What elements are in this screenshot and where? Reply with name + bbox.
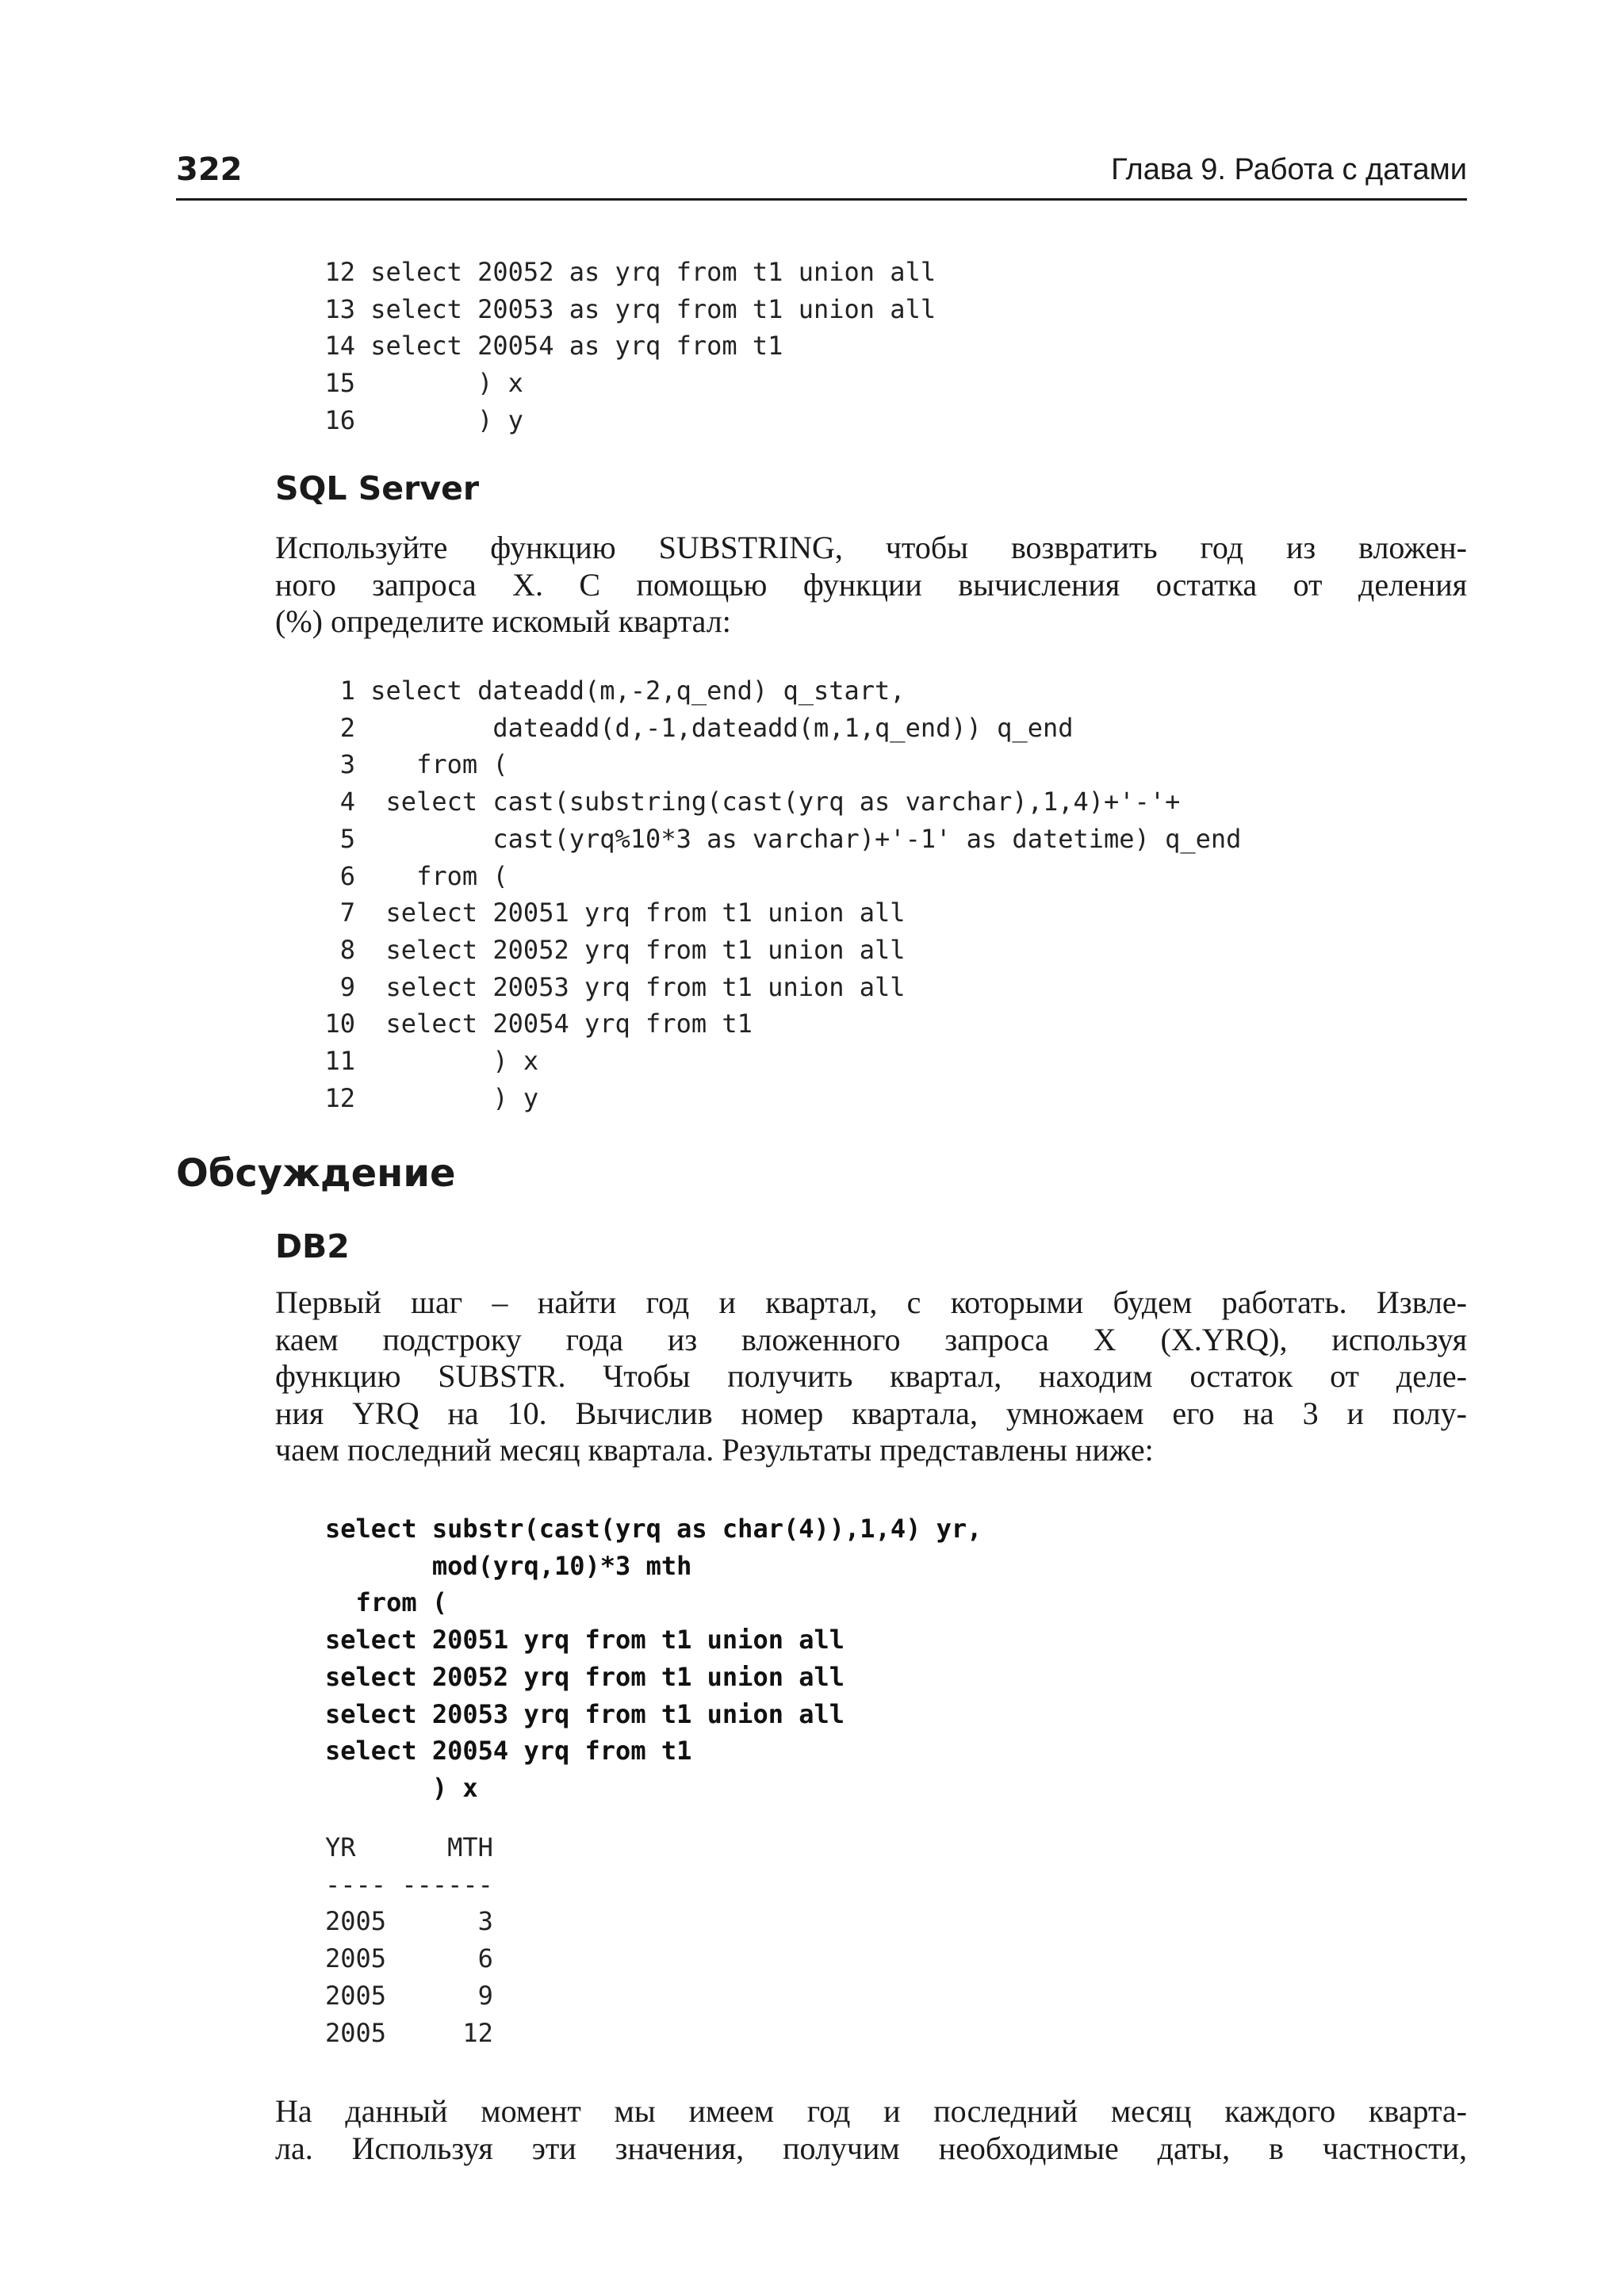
result-row: 2005 12: [325, 2017, 493, 2048]
code-line: 9 select 20053 yrq from t1 union all: [324, 971, 906, 1002]
code-line: select 20052 yrq from t1 union all: [325, 1661, 845, 1692]
code-block-db2-query: [325, 1510, 982, 1807]
paragraph-line: Первый шаг – найти год и квартал, с которыми будем работать. Извле-: [275, 1284, 1467, 1320]
paragraph-line: (%) определите искомый квартал:: [275, 603, 731, 639]
code-line: 16 ) y: [324, 404, 523, 435]
sql-server-paragraph: [275, 530, 1467, 641]
code-line: select 20051 yrq from t1 union all: [325, 1625, 845, 1656]
code-line: 6 from (: [324, 860, 508, 891]
code-line: 12 ) y: [324, 1082, 539, 1113]
code-line: 8 select 20052 yrq from t1 union all: [324, 934, 906, 965]
code-line: 2 dateadd(d,-1,dateadd(m,1,q_end)) q_end: [324, 712, 1074, 743]
section-heading-discussion: Обсуждение: [176, 1151, 456, 1196]
code-line: 1 select dateadd(m,-2,q_end) q_start,: [324, 676, 906, 706]
paragraph-line: Используйте функцию SUBSTRING, чтобы возвратить год из вложен-: [275, 530, 1467, 565]
code-line: ) x: [325, 1772, 478, 1803]
section-heading-db2: DB2: [275, 1227, 350, 1265]
result-divider: ---- ------: [325, 1869, 493, 1900]
code-line: 13 select 20053 as yrq from t1 union all: [324, 293, 936, 324]
paragraph-line: чаем последний месяц квартала. Результаты представлены ниже:: [275, 1432, 1154, 1468]
running-title: Глава 9. Работа с датами: [1111, 153, 1467, 186]
code-line: select 20053 yrq from t1 union all: [325, 1698, 845, 1729]
code-line: 15 ) x: [324, 368, 523, 399]
paragraph-line: каем подстроку года из вложенного запроса X (X.YRQ), используя: [275, 1321, 1467, 1357]
code-line: 14 select 20054 as yrq from t1: [324, 331, 783, 362]
paragraph-line: На данный момент мы имеем год и последний месяц каждого кварта-: [275, 2093, 1467, 2129]
code-line: 12 select 20052 as yrq from t1 union all: [324, 257, 936, 287]
code-line: 7 select 20051 yrq from t1 union all: [324, 898, 906, 928]
paragraph-line: ного запроса X. С помощью функции вычисления остатка от деления: [275, 566, 1467, 603]
code-line: select substr(cast(yrq as char(4)),1,4) yr,: [325, 1514, 982, 1544]
code-line: from (: [325, 1587, 448, 1618]
db2-paragraph: [275, 1284, 1467, 1469]
code-line: 4 select cast(substring(cast(yrq as varchar),1,4)+'-'+: [324, 787, 1181, 817]
page-number: 322: [176, 151, 243, 188]
code-line: 5 cast(yrq%10*3 as varchar)+'-1' as datetime) q_end: [324, 823, 1242, 854]
result-row: 2005 9: [325, 1980, 493, 2011]
code-line: 11 ) x: [324, 1046, 539, 1077]
page-header: [176, 147, 1467, 201]
code-block-top: [324, 254, 936, 439]
result-header: YR MTH: [325, 1832, 493, 1862]
result-row: 2005 6: [325, 1943, 493, 1974]
paragraph-line: функцию SUBSTR. Чтобы получить квартал, находим остаток от деле-: [275, 1358, 1467, 1394]
code-line: mod(yrq,10)*3 mth: [325, 1550, 692, 1581]
code-block-db2-result: [325, 1829, 493, 2051]
code-block-sql-server: [324, 672, 1241, 1116]
code-line: 3 from (: [324, 749, 508, 780]
db2-closing-paragraph: [275, 2093, 1467, 2167]
result-row: 2005 3: [325, 1906, 493, 1937]
code-line: select 20054 yrq from t1: [325, 1736, 692, 1767]
paragraph-line: ла. Используя эти значения, получим необходимые даты, в частности,: [275, 2130, 1467, 2166]
paragraph-line: ния YRQ на 10. Вычислив номер квартала, умножаем его на 3 и полу-: [275, 1395, 1467, 1431]
code-line: 10 select 20054 yrq from t1: [324, 1009, 753, 1039]
section-heading-sql-server: SQL Server: [275, 469, 480, 507]
